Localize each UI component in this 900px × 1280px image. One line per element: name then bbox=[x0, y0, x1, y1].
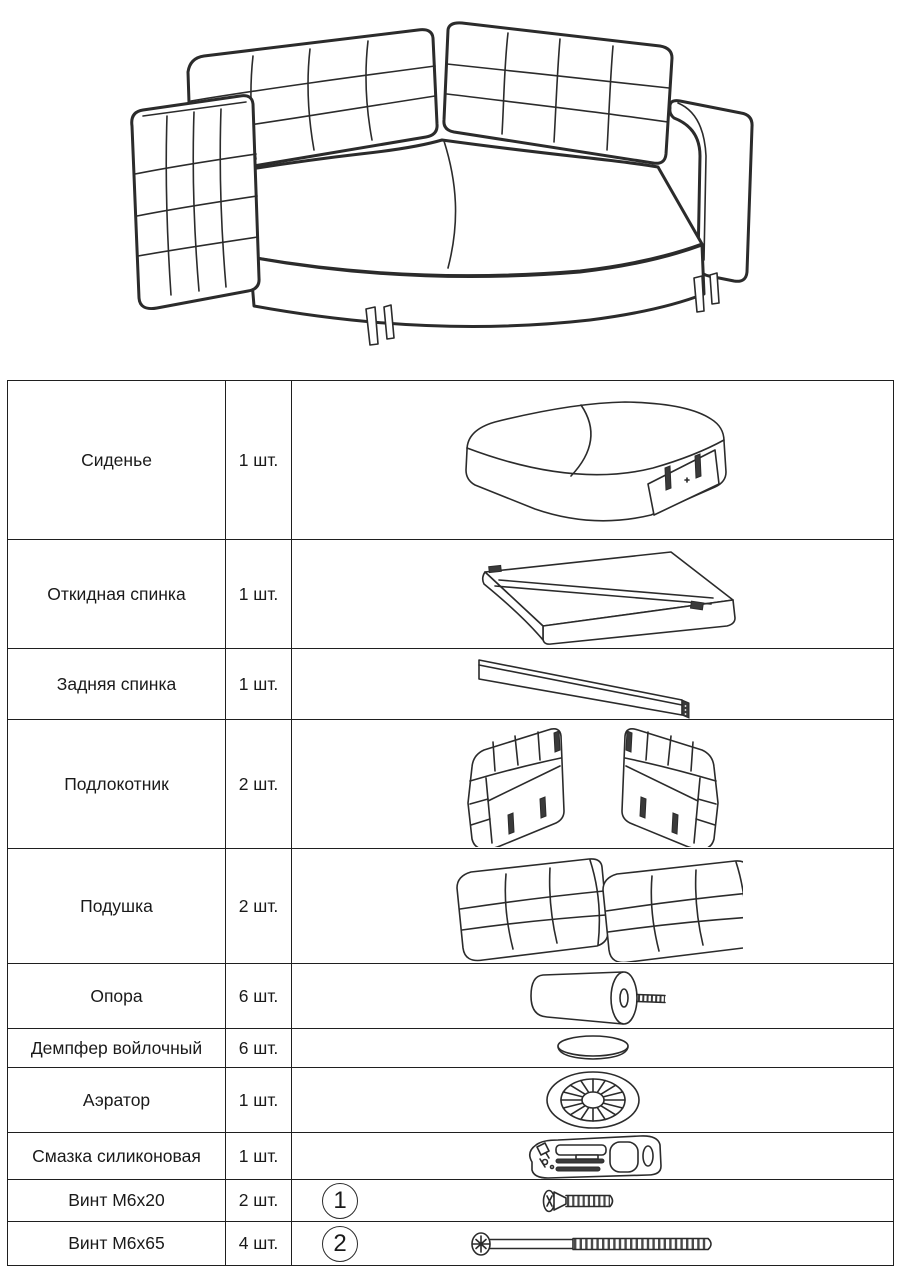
table-row bbox=[8, 381, 894, 540]
part-name: Винт М6х65 bbox=[8, 1222, 226, 1266]
part-qty: 1 шт. bbox=[226, 381, 292, 540]
table-row bbox=[8, 1180, 894, 1222]
part-name: Демпфер войлочный bbox=[8, 1029, 226, 1068]
table-row bbox=[8, 1068, 894, 1133]
part-name: Смазка силиконовая bbox=[8, 1133, 226, 1180]
part-name: Аэратор bbox=[8, 1068, 226, 1133]
table-row bbox=[8, 720, 894, 849]
screw-m6x20-illustration bbox=[292, 1180, 893, 1221]
sofa-line-drawing-icon bbox=[110, 4, 770, 346]
parts-table bbox=[7, 380, 894, 1266]
table-row bbox=[8, 1133, 894, 1180]
table-row bbox=[8, 964, 894, 1029]
table-row bbox=[8, 1222, 894, 1266]
part-name: Винт М6х20 bbox=[8, 1180, 226, 1222]
part-qty: 1 шт. bbox=[226, 649, 292, 720]
back-panel-illustration bbox=[292, 649, 893, 719]
leg-illustration bbox=[292, 964, 893, 1028]
screw-marker-1: 1 bbox=[322, 1183, 358, 1219]
part-name: Задняя спинка bbox=[8, 649, 226, 720]
part-qty: 6 шт. bbox=[226, 1029, 292, 1068]
part-qty: 4 шт. bbox=[226, 1222, 292, 1266]
part-qty: 1 шт. bbox=[226, 540, 292, 649]
screw-marker-2: 2 bbox=[322, 1226, 358, 1262]
table-row bbox=[8, 1029, 894, 1068]
table-row bbox=[8, 649, 894, 720]
armrest-pair-illustration bbox=[292, 720, 893, 848]
screw-m6x65-illustration bbox=[292, 1222, 893, 1265]
part-qty: 2 шт. bbox=[226, 1180, 292, 1222]
folding-backrest-illustration bbox=[292, 540, 893, 648]
part-qty: 2 шт. bbox=[226, 720, 292, 849]
part-name: Сиденье bbox=[8, 381, 226, 540]
felt-damper-illustration bbox=[292, 1029, 893, 1067]
part-qty: 2 шт. bbox=[226, 849, 292, 964]
table-row bbox=[8, 540, 894, 649]
aerator-illustration bbox=[292, 1068, 893, 1132]
part-name: Подлокотник bbox=[8, 720, 226, 849]
table-row bbox=[8, 849, 894, 964]
part-qty: 1 шт. bbox=[226, 1068, 292, 1133]
seat-illustration bbox=[292, 381, 893, 539]
part-name: Опора bbox=[8, 964, 226, 1029]
part-name: Подушка bbox=[8, 849, 226, 964]
cushion-pair-illustration bbox=[292, 849, 893, 963]
part-qty: 6 шт. bbox=[226, 964, 292, 1029]
silicone-grease-illustration bbox=[292, 1133, 893, 1179]
part-name: Откидная спинка bbox=[8, 540, 226, 649]
part-qty: 1 шт. bbox=[226, 1133, 292, 1180]
